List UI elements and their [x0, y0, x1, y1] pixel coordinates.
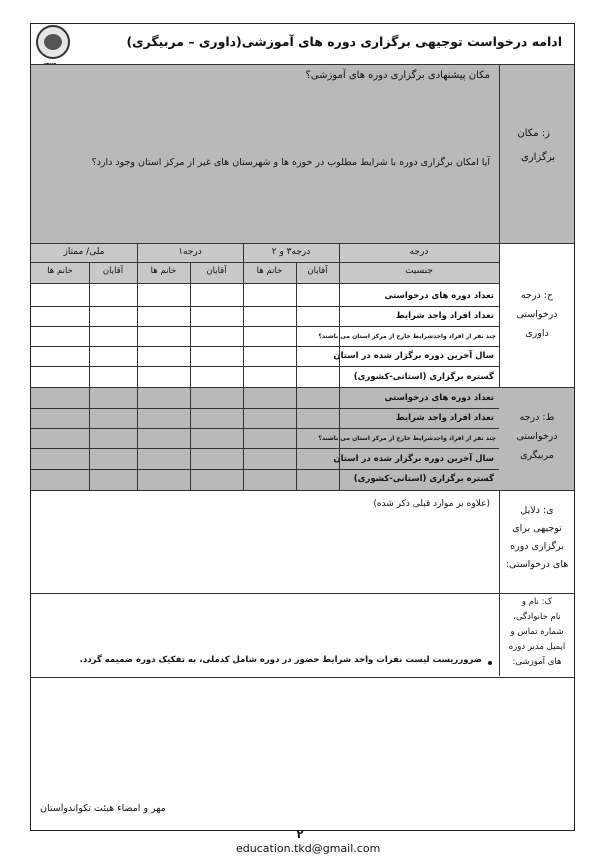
section-y-label-4: های درخواستی: — [505, 559, 569, 570]
section-h-label-1: ح: درجه — [520, 290, 554, 301]
section-y-label-2: توجیهی برای — [512, 523, 562, 534]
section-h-bottom — [30, 387, 575, 388]
label-column-divider — [499, 64, 500, 676]
col-line — [190, 262, 191, 490]
federation-logo — [36, 25, 70, 59]
grid-line — [30, 428, 499, 429]
grid-line — [30, 366, 499, 367]
venue-question: مکان پیشنهادی برگزاری دوره های آموزشی؟ — [305, 70, 490, 81]
t-row-requested-courses: تعداد دوره های درخواستی — [384, 393, 494, 403]
grid-line — [30, 306, 499, 307]
grid-line — [30, 448, 499, 449]
col-grade-label: درجه — [409, 247, 429, 257]
gn-men: آقایان — [102, 266, 124, 276]
contact-email[interactable]: education.tkd@gmail.com — [236, 842, 381, 855]
section-t-bottom — [30, 490, 575, 491]
grade-header-bottom — [30, 283, 499, 284]
h-row-requested-courses: تعداد دوره های درخواستی — [384, 291, 494, 301]
section-z-label: ز: مکان — [517, 128, 550, 139]
t-row-scope: گستره برگزاری (استانی-کشوری) — [353, 474, 494, 484]
grade-1-header: درجه۱ — [178, 247, 202, 257]
t-row-outside-center: چند نفر از افراد واجدشرایط خارج از مرکز استان می باشند؟ — [318, 435, 496, 442]
section-z-label-2: برگزاری — [520, 152, 555, 163]
t-row-qualified: تعداد افراد واجد شرایط — [395, 413, 494, 423]
col-line — [296, 262, 297, 490]
g23-women: خانم ها — [256, 266, 283, 276]
logo-emblem-icon — [44, 34, 62, 50]
gn-women: خانم ها — [47, 266, 73, 276]
page-title: ادامه درخواست توجیهی برگزاری دوره های آموزشی(داوری – مربیگری) — [126, 34, 562, 49]
section-y-note: (علاوه بر موارد قبلی ذکر شده) — [373, 499, 490, 509]
col-line — [339, 243, 340, 490]
section-k-label-1: ک: نام و — [521, 597, 553, 607]
grid-line — [30, 408, 499, 409]
g1-women: خانم ها — [150, 266, 177, 276]
grade-national-header: ملی/ ممتاز — [63, 247, 105, 257]
col-line — [243, 243, 244, 490]
section-k-label-4: ایمیل مدیر دوره — [508, 642, 566, 652]
h-row-last-course-year: سال آخرین دوره برگزار شده در استان — [333, 351, 494, 361]
outer-city-question: آیا امکان برگزاری دوره با شرایط مطلوب در حوزه ها و شهرستان های غیر از مرکز استان وجود دارد؟ — [91, 157, 490, 168]
section-k-bottom — [30, 677, 575, 678]
section-t-label-2: درخواستی — [516, 431, 558, 442]
col-line — [89, 262, 90, 490]
section-t-label-1: ط: درجه — [519, 412, 555, 423]
h-row-qualified: تعداد افراد واجد شرایط — [395, 311, 494, 321]
g1-men: آقایان — [206, 266, 227, 276]
page-number: ۲ — [296, 828, 304, 841]
h-row-outside-center: چند نفر از افراد واجدشرایط خارج از مرکز استان می باشند؟ — [318, 333, 496, 340]
bullet-icon — [488, 661, 492, 665]
section-h-label-3: داوری — [525, 328, 549, 339]
section-y-label-3: برگزاری دوره — [510, 541, 564, 552]
col-line — [137, 243, 138, 490]
section-k-label-2: نام خانوادگی، — [513, 612, 561, 622]
attachment-requirement: ضرورریست لیست نفرات واجد شرایط حضور در دوره شامل کدملی، به تفکیک دوره ضمیمه گردد. — [79, 655, 482, 665]
col-gender-label: جنسیت — [405, 266, 433, 276]
section-z-bg — [31, 65, 574, 243]
section-k-label-3: شماره تماس و — [510, 627, 564, 637]
signature-label: مهر و امضاء هیئت تکواندواستان — [40, 803, 166, 814]
t-row-last-course-year: سال آخرین دوره برگزار شده در استان — [333, 454, 494, 464]
section-y-label-1: ی: دلایل — [520, 505, 554, 516]
section-h-label-2: درخواستی — [516, 309, 558, 320]
grade-header-mid — [30, 262, 499, 263]
grid-line — [30, 469, 499, 470]
section-y-bottom — [30, 593, 575, 594]
grid-line — [30, 326, 499, 327]
g23-men: آقایان — [307, 266, 328, 276]
section-t-label-3: مربیگری — [520, 450, 554, 461]
section-k-label-5: های آموزشی: — [512, 657, 562, 667]
grade-2-3-header: درجه۳ و ۲ — [271, 247, 311, 257]
grid-line — [30, 346, 499, 347]
h-row-scope: گستره برگزاری (استانی-کشوری) — [353, 372, 494, 382]
